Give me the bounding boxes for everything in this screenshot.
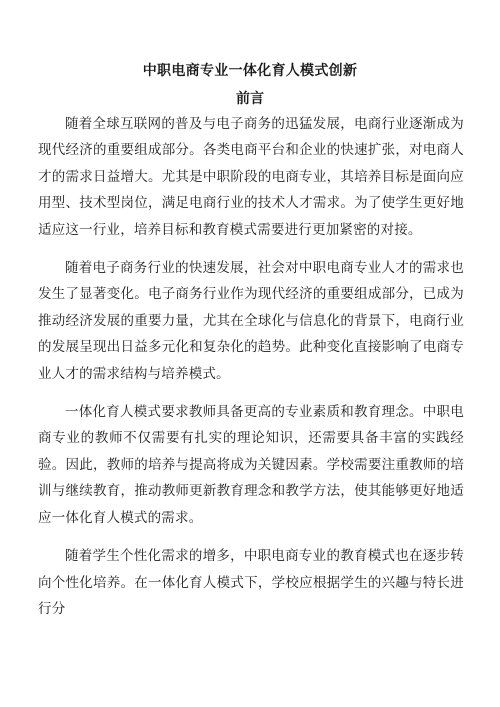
paragraph-1: 随着全球互联网的普及与电子商务的迅猛发展，电商行业逐渐成为现代经济的重要组成部分。各类电商平台和企业的快速扩张，对电商人才的需求日益增大。尤其是中职阶段的电商专业，其培养目标是面向应用型、技术型岗位，满足电商行业的技术人才需求。为了使学生更好地适应这一行业，培养目标和教育模式需要进行更加紧密的对接。 bbox=[38, 116, 464, 238]
paragraph-4: 随着学生个性化需求的增多，中职电商专业的教育模式也在逐步转向个性化培养。在一体化育人模式下，学校应根据学生的兴趣与特长进行分 bbox=[38, 548, 464, 617]
paragraph-2: 随着电子商务行业的快速发展，社会对中职电商专业人才的需求也发生了显著变化。电子商务行业作为现代经济的重要组成部分，已成为推动经济发展的重要力量，尤其在全球化与信息化的背景下，电商行业的发展呈现出日益多元化和复杂化的趋势。此种变化直接影响了电商专业人才的需求结构与培养模式。 bbox=[38, 260, 464, 382]
document-body bbox=[38, 111, 464, 634]
section-heading: 前言 bbox=[236, 91, 264, 107]
paragraph-3: 一体化育人模式要求教师具备更高的专业素质和教育理念。中职电商专业的教师不仅需要有扎实的理论知识，还需要具备丰富的实践经验。因此，教师的培养与提高将成为关键因素。学校需要注重教师的培训与继续教育，推动教师更新教育理念和教学方法，使其能够更好地适应一体化育人模式的需求。 bbox=[38, 404, 464, 526]
document-title: 中职电商专业一体化育人模式创新 bbox=[142, 63, 358, 79]
